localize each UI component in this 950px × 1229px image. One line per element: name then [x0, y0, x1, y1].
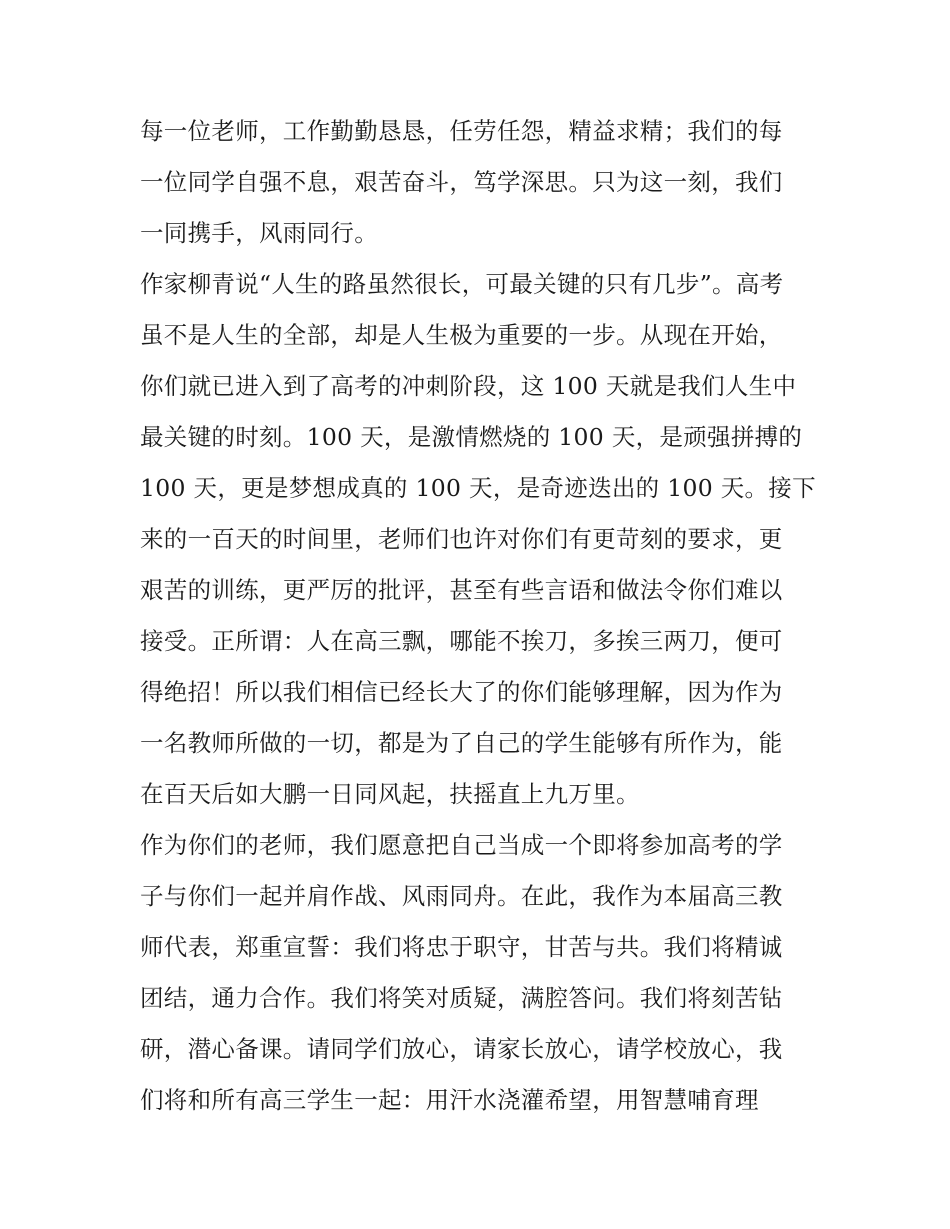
- text-line: 在百天后如大鹏一日同风起，扶摇直上九万里。: [140, 780, 640, 808]
- paragraph-1: [140, 106, 812, 259]
- text-line: 你们就已进入到了高考的冲刺阶段，这 100 天就是我们人生中: [140, 372, 797, 400]
- text-line: 一名教师所做的一切，都是为了自己的学生能够有所作为，能: [140, 729, 783, 757]
- text-line: 作为你们的老师，我们愿意把自己当成一个即将参加高考的学: [140, 831, 783, 859]
- text-line: 作家柳青说“人生的路虽然很长，可最关键的只有几步”。高考: [140, 270, 784, 298]
- text-line: 接受。正所谓：人在高三飘，哪能不挨刀，多挨三两刀，便可: [140, 627, 783, 655]
- text-line: 们将和所有高三学生一起：用汗水浇灌希望，用智慧哺育理: [140, 1086, 759, 1114]
- text-line: 虽不是人生的全部，却是人生极为重要的一步。从现在开始，: [140, 321, 783, 349]
- text-line: 每一位老师，工作勤勤恳恳，任劳任怨，精益求精；我们的每: [140, 117, 783, 145]
- document-body: [140, 106, 816, 1126]
- paragraph-3: [140, 820, 812, 1126]
- text-line: 师代表，郑重宣誓：我们将忠于职守，甘苦与共。我们将精诚: [140, 933, 783, 961]
- text-line: 团结，通力合作。我们将笑对质疑，满腔答问。我们将刻苦钻: [140, 984, 783, 1012]
- text-line: 100 天，更是梦想成真的 100 天，是奇迹迭出的 100 天。接下: [140, 474, 816, 502]
- text-line: 艰苦的训练，更严厉的批评，甚至有些言语和做法令你们难以: [140, 576, 783, 604]
- text-line: 来的一百天的时间里，老师们也许对你们有更苛刻的要求，更: [140, 525, 783, 553]
- text-line: 最关键的时刻。100 天，是激情燃烧的 100 天，是顽强拼搏的: [140, 423, 803, 451]
- text-line: 子与你们一起并肩作战、风雨同舟。在此，我作为本届高三教: [140, 882, 783, 910]
- paragraph-2: [140, 259, 816, 820]
- text-line: 一位同学自强不息，艰苦奋斗，笃学深思。只为这一刻，我们: [140, 168, 783, 196]
- text-line: 一同携手，风雨同行。: [140, 219, 378, 247]
- text-line: 研，潜心备课。请同学们放心，请家长放心，请学校放心，我: [140, 1035, 783, 1063]
- text-line: 得绝招！所以我们相信已经长大了的你们能够理解，因为作为: [140, 678, 783, 706]
